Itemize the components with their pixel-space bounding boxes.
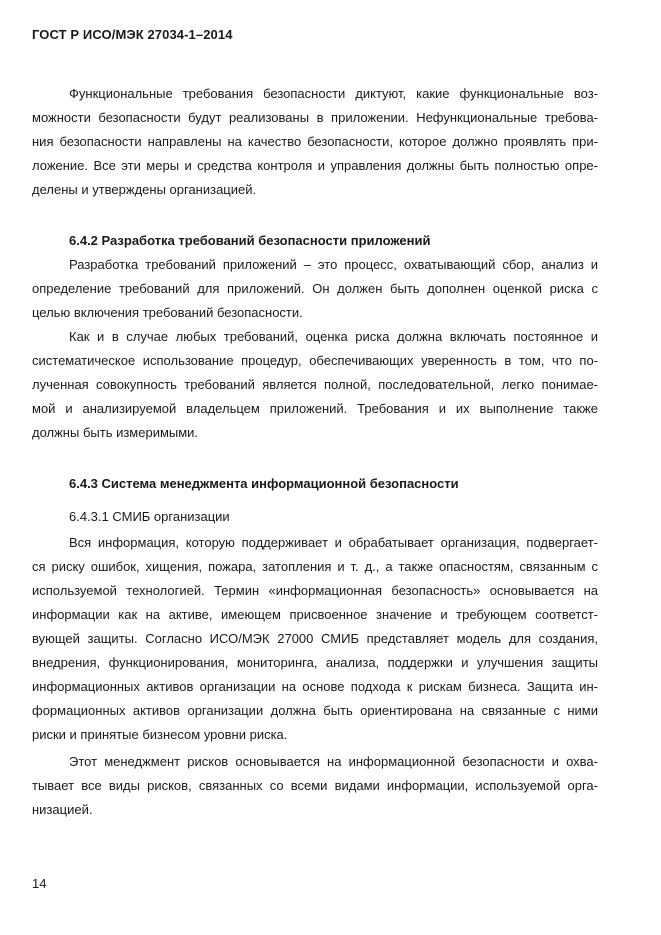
paragraph-line: целью включения требований безопасности. [32, 305, 303, 320]
paragraph-line: формационных активов организации должна быть ориентирована на связанные с ними [32, 703, 598, 718]
paragraph-line: Этот менеджмент рисков основывается на информационной безопасности и охва- [69, 754, 598, 769]
section-heading-6-4-2: 6.4.2 Разработка требований безопасности приложений [69, 233, 431, 248]
paragraph-line: Разработка требований приложений – это процесс, охватывающий сбор, анализ и [69, 257, 598, 272]
paragraph-line: ся риску ошибок, хищения, пожара, затопления и т. д., а также опасностям, связанным с [32, 559, 598, 574]
paragraph-line: Как и в случае любых требований, оценка риска должна включать постоянное и [69, 329, 598, 344]
subsection-heading-6-4-3-1: 6.4.3.1 СМИБ организации [69, 509, 230, 524]
paragraph-line: Функциональные требования безопасности диктуют, какие функциональные воз- [69, 86, 598, 101]
paragraph-line: тывает все виды рисков, связанных со всеми видами информации, используемой орга- [32, 778, 598, 793]
paragraph-line: можности безопасности будут реализованы в приложении. Нефункциональные требова- [32, 110, 598, 125]
paragraph-line: вующей защиты. Согласно ИСО/МЭК 27000 СМИБ представляет модель для создания, [32, 631, 598, 646]
paragraph-line: мой и анализируемой владельцем приложений. Требования и их выполнение также [32, 401, 598, 416]
paragraph-line: систематическое использование процедур, обеспечивающих уверенность в том, что по- [32, 353, 598, 368]
paragraph-line: Вся информация, которую поддерживает и обрабатывает организация, подвергает- [69, 535, 598, 550]
paragraph-line: ния безопасности направлены на качество безопасности, которое должно проявлять при- [32, 134, 598, 149]
paragraph-line: определение требований для приложений. Он должен быть дополнен оценкой риска с [32, 281, 598, 296]
page-number: 14 [32, 876, 47, 891]
paragraph-line: используемой технологией. Термин «информационная безопасность» основывается на [32, 583, 598, 598]
paragraph-line: информации как на активе, имеющем присвоенное значение и требующем соответст- [32, 607, 598, 622]
paragraph-line: лученная совокупность требований является полной, последовательной, легко понимае- [32, 377, 598, 392]
paragraph-line: должны быть измеримыми. [32, 425, 199, 440]
paragraph-line: ложение. Все эти меры и средства контроля и управления должны быть полностью опре- [32, 158, 598, 173]
paragraph-line: низацией. [32, 802, 93, 817]
section-heading-6-4-3: 6.4.3 Система менеджмента информационной безопасности [69, 476, 459, 491]
paragraph-line: риски и принятые бизнесом уровни риска. [32, 727, 288, 742]
document-header: ГОСТ Р ИСО/МЭК 27034-1–2014 [32, 27, 233, 42]
paragraph-line: информационных активов организации на основе подхода к рискам бизнеса. Защита ин- [32, 679, 598, 694]
paragraph-line: внедрения, функционирования, мониторинга, анализа, поддержки и улучшения защиты [32, 655, 598, 670]
paragraph-line: делены и утверждены организацией. [32, 182, 257, 197]
